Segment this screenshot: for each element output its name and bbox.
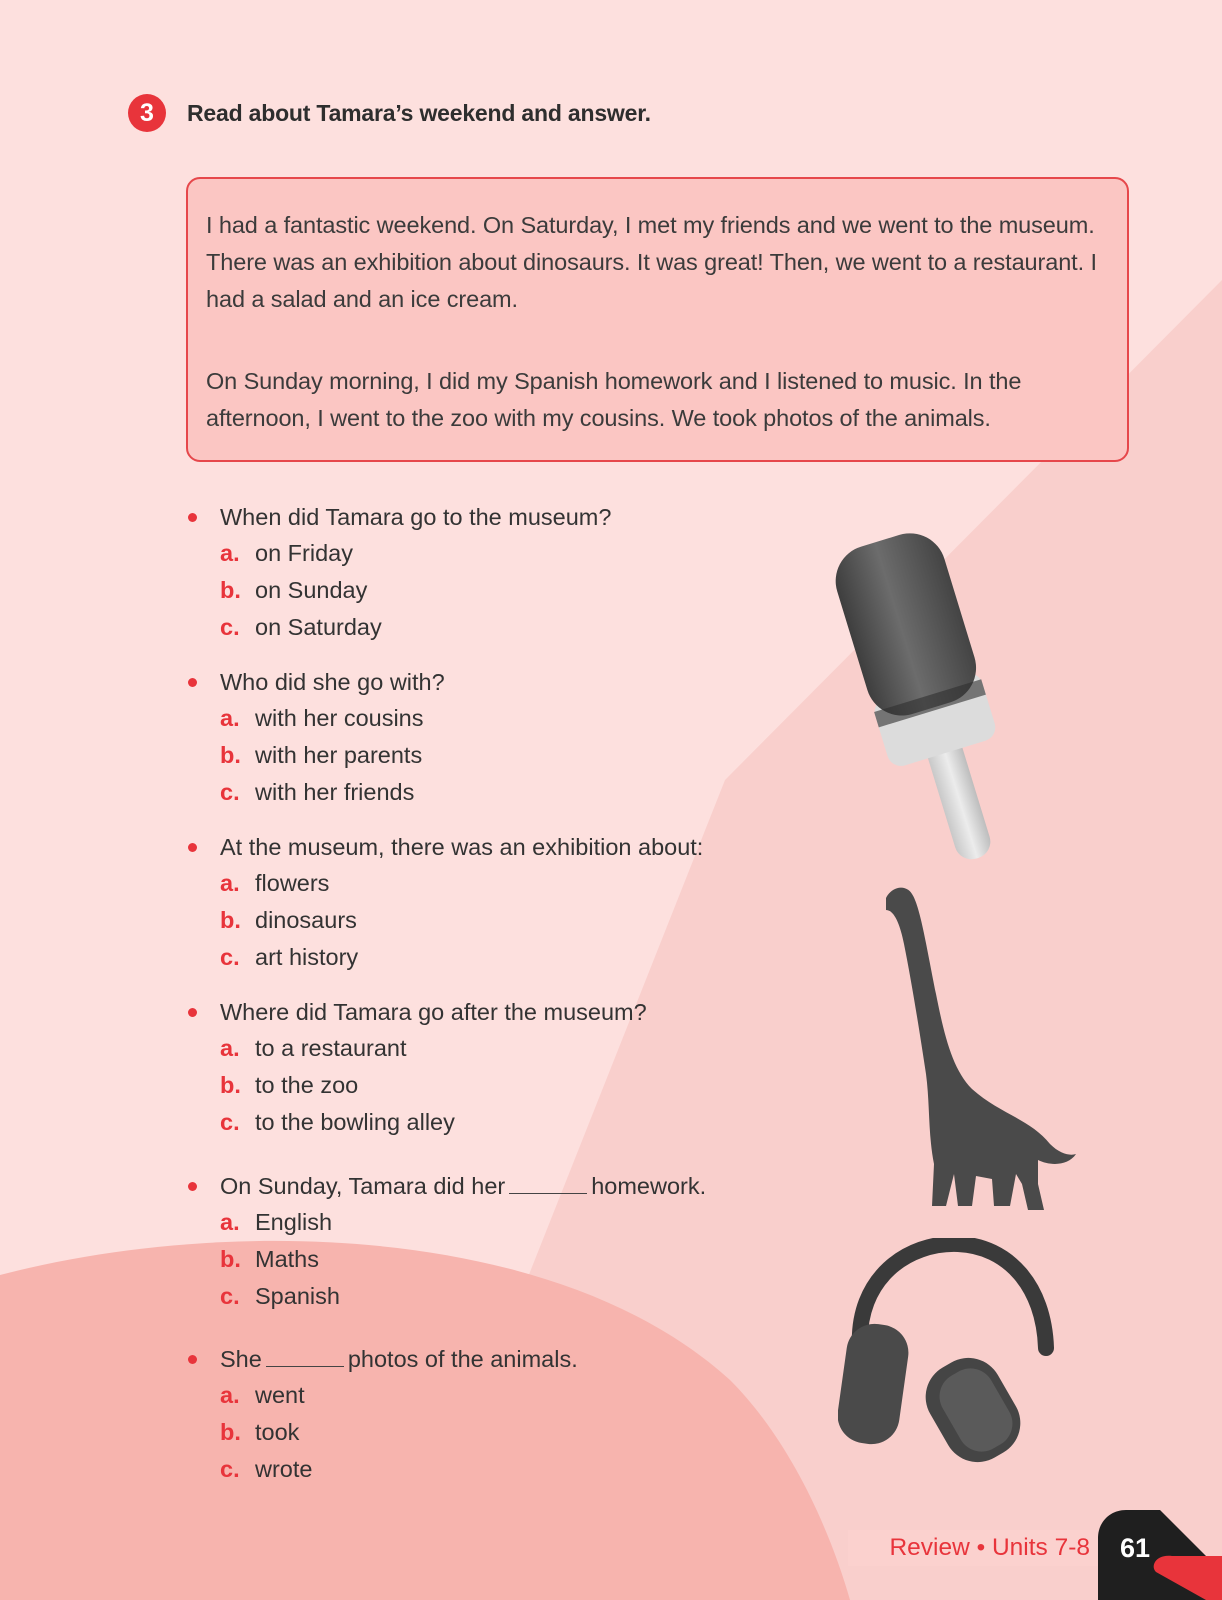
question-stem: On Sunday, Tamara did her homework.: [186, 1168, 706, 1204]
bullet-icon: [188, 843, 197, 852]
option-text: with her friends: [255, 779, 415, 805]
answer-option-b[interactable]: [186, 572, 611, 609]
answer-option-a[interactable]: [186, 1030, 647, 1067]
option-text: English: [255, 1209, 333, 1235]
reading-paragraph: On Sunday morning, I did my Spanish homework and I listened to music. In the afternoon, I went to the zoo with my cousins. We took photos of the animals.: [206, 368, 1022, 431]
option-text: dinosaurs: [255, 907, 357, 933]
exercise-header: [128, 94, 651, 132]
option-text: to a restaurant: [255, 1035, 407, 1061]
option-text: on Saturday: [255, 614, 382, 640]
answer-option-a[interactable]: [186, 865, 703, 902]
option-text: Spanish: [255, 1283, 340, 1309]
question-5: [186, 1168, 706, 1315]
answer-option-b[interactable]: [186, 1241, 706, 1278]
option-text: with her parents: [255, 742, 423, 768]
question-stem: When did Tamara go to the museum?: [186, 499, 611, 535]
option-letter: a.: [220, 1035, 240, 1061]
option-letter: c.: [220, 1456, 240, 1482]
option-letter: b.: [220, 1246, 241, 1272]
option-letter: c.: [220, 1283, 240, 1309]
answer-option-c[interactable]: [186, 1278, 706, 1315]
option-letter: a.: [220, 705, 240, 731]
footer-section-label: Review • Units 7-8: [848, 1530, 1098, 1566]
answer-option-b[interactable]: [186, 1067, 647, 1104]
option-letter: a.: [220, 540, 240, 566]
option-text: on Friday: [255, 540, 353, 566]
question-stem: At the museum, there was an exhibition about:: [186, 829, 703, 865]
answer-option-a[interactable]: [186, 1377, 578, 1414]
fill-in-blank[interactable]: [266, 1345, 344, 1367]
option-letter: a.: [220, 1209, 240, 1235]
option-letter: c.: [220, 944, 240, 970]
option-text: wrote: [255, 1456, 313, 1482]
option-letter: b.: [220, 907, 241, 933]
option-text: took: [255, 1419, 300, 1445]
answer-option-c[interactable]: [186, 939, 703, 976]
option-text: flowers: [255, 870, 330, 896]
question-stem: Where did Tamara go after the museum?: [186, 994, 647, 1030]
answer-option-a[interactable]: [186, 700, 445, 737]
option-letter: c.: [220, 614, 240, 640]
answer-option-a[interactable]: [186, 1204, 706, 1241]
answer-option-c[interactable]: [186, 1104, 647, 1141]
option-letter: b.: [220, 577, 241, 603]
option-letter: a.: [220, 1382, 240, 1408]
option-letter: b.: [220, 1072, 241, 1098]
answer-option-b[interactable]: [186, 737, 445, 774]
answer-option-c[interactable]: [186, 774, 445, 811]
question-1: [186, 499, 611, 646]
bullet-icon: [188, 678, 197, 687]
question-4: [186, 994, 647, 1141]
question-3: [186, 829, 703, 976]
exercise-instruction: Read about Tamara’s weekend and answer.: [187, 99, 651, 126]
option-text: went: [255, 1382, 305, 1408]
question-stem: She photos of the animals.: [186, 1341, 578, 1377]
question-2: [186, 664, 445, 811]
exercise-number-badge: 3: [128, 94, 166, 132]
dinosaur-image: [880, 884, 1080, 1214]
answer-option-a[interactable]: [186, 535, 611, 572]
page-number: 61: [1119, 1532, 1151, 1563]
option-letter: b.: [220, 742, 241, 768]
option-letter: b.: [220, 1419, 241, 1445]
reading-passage-box: [186, 177, 1129, 462]
option-text: on Sunday: [255, 577, 368, 603]
answer-option-c[interactable]: [186, 1451, 578, 1488]
question-stem: Who did she go with?: [186, 664, 445, 700]
question-6: [186, 1341, 578, 1488]
bullet-icon: [188, 1008, 197, 1017]
option-letter: c.: [220, 1109, 240, 1135]
headphones-image: [838, 1238, 1058, 1468]
option-text: to the bowling alley: [255, 1109, 455, 1135]
bullet-icon: [188, 1355, 197, 1364]
option-letter: a.: [220, 870, 240, 896]
answer-option-c[interactable]: [186, 609, 611, 646]
answer-option-b[interactable]: [186, 902, 703, 939]
ice-cream-image: [820, 528, 1020, 880]
option-text: art history: [255, 944, 359, 970]
option-text: to the zoo: [255, 1072, 359, 1098]
bullet-icon: [188, 513, 197, 522]
fill-in-blank[interactable]: [509, 1172, 587, 1194]
bullet-icon: [188, 1182, 197, 1191]
option-text: Maths: [255, 1246, 319, 1272]
option-letter: c.: [220, 779, 240, 805]
reading-paragraph: I had a fantastic weekend. On Saturday, I met my friends and we went to the museum. There was an exhibition about dinosaurs. It was great! Then, we went to a restaurant. I had a salad and an ice cream.: [206, 212, 1097, 312]
option-text: with her cousins: [255, 705, 424, 731]
answer-option-b[interactable]: [186, 1414, 578, 1451]
